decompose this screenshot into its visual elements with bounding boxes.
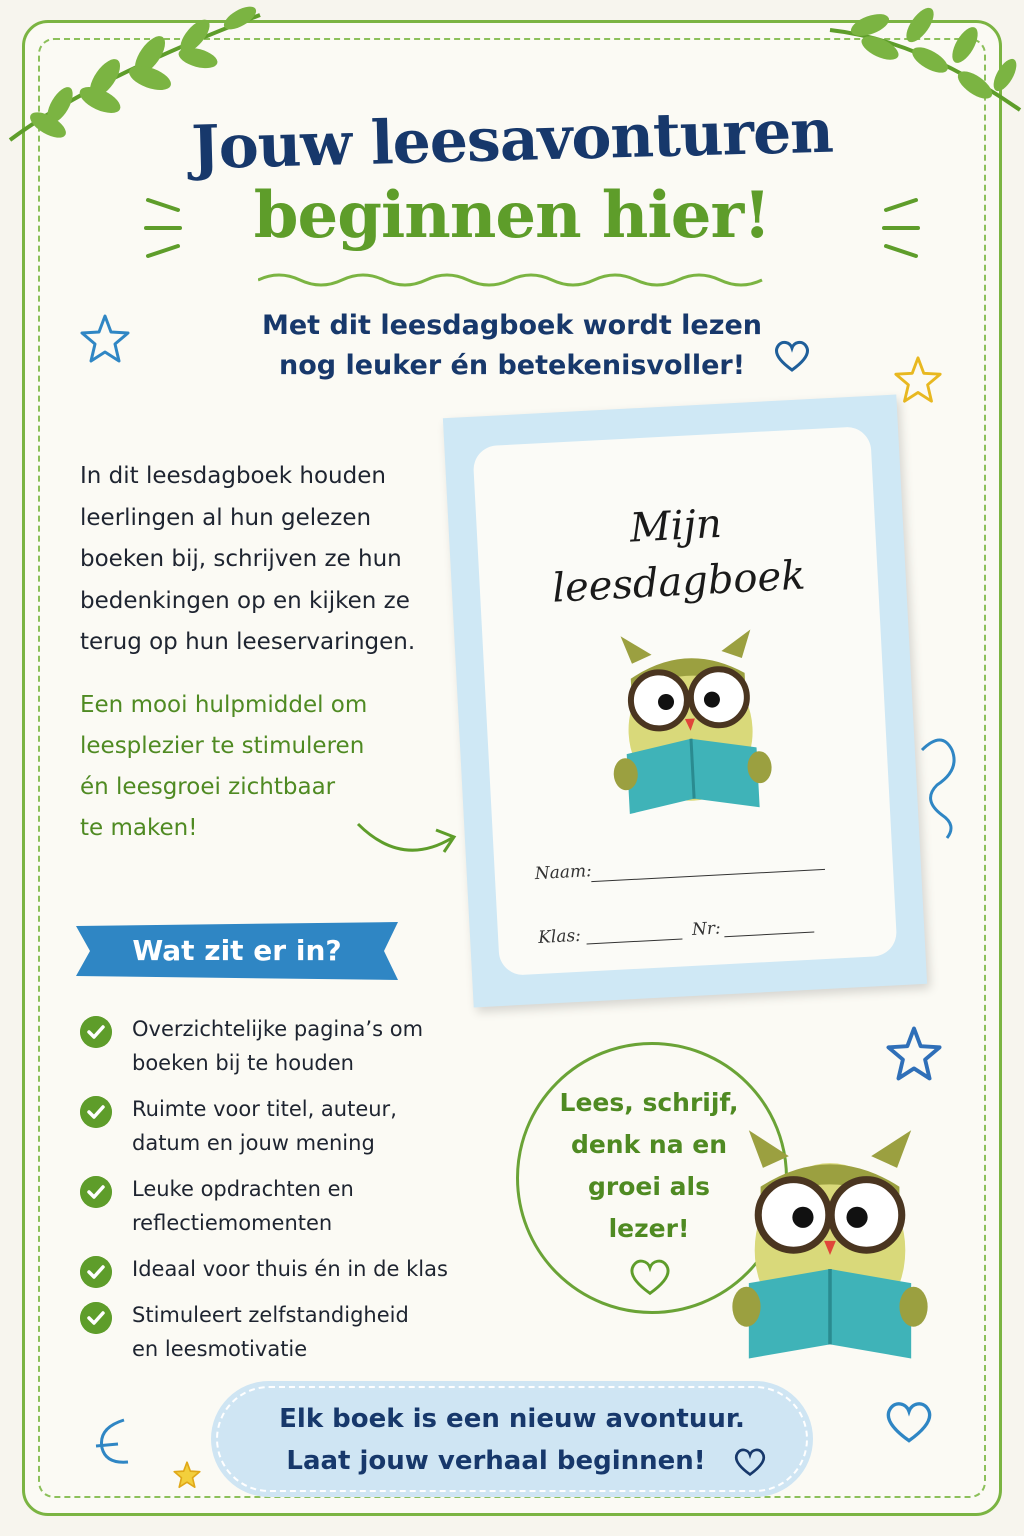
intro-line: In dit leesdagboek houden: [80, 463, 386, 489]
list-item: [80, 1012, 500, 1080]
check-icon: [80, 1256, 112, 1288]
swirl-icon: [912, 730, 972, 840]
book-cover-title: [476, 488, 879, 621]
speech-bubble-text: [540, 1082, 758, 1250]
book-cover-page: [472, 426, 897, 976]
intro-highlight-line: Een mooi hulpmiddel om: [80, 692, 368, 718]
list-item-text: [132, 1298, 500, 1366]
book-title-line: leesdagboek: [551, 552, 807, 612]
sparkle-lines-left-icon: [140, 188, 190, 268]
bubble-line: lezer!: [608, 1214, 690, 1243]
list-item-line: Leuke opdrachten en: [132, 1177, 354, 1201]
intro-highlight-line: én leesgroei zichtbaar: [80, 774, 336, 800]
check-icon: [80, 1176, 112, 1208]
list-item-line: Stimuleert zelfstandigheid: [132, 1303, 409, 1327]
list-item: [80, 1172, 500, 1240]
name-label: Naam:: [534, 861, 593, 885]
check-icon: [80, 1016, 112, 1048]
intro-highlight-line: leesplezier te stimuleren: [80, 733, 365, 759]
footer-banner: [216, 1386, 808, 1492]
heart-icon: [626, 1256, 674, 1298]
subtitle-line: nog leuker én betekenisvoller!: [278, 350, 746, 381]
footer-line: Elk boek is een nieuw avontuur.: [279, 1404, 745, 1434]
star-icon: [78, 312, 132, 366]
bubble-line: denk na en: [570, 1130, 728, 1159]
star-icon: [172, 1460, 202, 1490]
list-item-line: Overzichtelijke pagina’s om: [132, 1017, 424, 1041]
curved-arrow-icon: [352, 808, 462, 868]
list-item-line: Ideaal voor thuis én in de klas: [132, 1257, 448, 1281]
book-cover: [443, 395, 927, 1008]
intro-line: leerlingen al hun gelezen: [80, 504, 372, 531]
heart-icon: [772, 338, 812, 374]
intro-line: terug op hun leeservaringen.: [80, 629, 416, 655]
contents-list: [80, 1012, 500, 1378]
list-item-line: datum en jouw mening: [132, 1131, 375, 1155]
owl-icon: [600, 616, 780, 825]
intro-line: boeken bij, schrijven ze hun: [80, 546, 402, 572]
list-item-line: boeken bij te houden: [132, 1051, 354, 1075]
number-label: Nr:: [691, 918, 722, 940]
section-heading: Wat zit er in?: [132, 934, 342, 967]
owl-icon: [730, 1118, 930, 1366]
check-icon: [80, 1096, 112, 1128]
list-item-text: [132, 1172, 500, 1240]
list-item-line: en leesmotivatie: [132, 1337, 308, 1361]
page-title-highlight: beginnen hier!: [253, 178, 771, 253]
list-item: [80, 1298, 500, 1366]
book-title-line: Mijn: [628, 500, 723, 552]
check-icon: [80, 1302, 112, 1334]
subtitle-line: Met dit leesdagboek wordt lezen: [261, 310, 762, 341]
bubble-line: Lees, schrijf,: [559, 1088, 739, 1117]
swirl-icon: [88, 1414, 138, 1478]
number-line: [724, 932, 814, 938]
intro-paragraph: [80, 456, 480, 664]
list-item-line: Ruimte voor titel, auteur,: [132, 1097, 397, 1121]
list-item: [80, 1252, 500, 1286]
intro-line: bedenkingen op en kijken ze: [80, 587, 410, 614]
star-icon: [884, 1024, 944, 1084]
list-item-text: [132, 1012, 500, 1080]
sparkle-lines-right-icon: [874, 188, 924, 268]
name-line: [591, 869, 825, 882]
bubble-line: groei als: [588, 1172, 710, 1201]
list-item-text: [132, 1092, 500, 1160]
heart-icon: [882, 1398, 936, 1446]
list-item: [80, 1092, 500, 1160]
list-item-line: reflectiemomenten: [132, 1211, 333, 1235]
list-item-text: [132, 1252, 500, 1286]
wavy-line-icon: [258, 270, 768, 290]
class-line: [587, 938, 683, 944]
heart-icon: [732, 1446, 768, 1478]
class-label: Klas:: [537, 925, 582, 948]
subtitle: [180, 306, 844, 386]
footer-line: Laat jouw verhaal beginnen!: [286, 1446, 706, 1476]
star-icon: [892, 354, 944, 406]
intro-highlight-line: te maken!: [80, 815, 198, 841]
page-title: Jouw leesavonturen: [190, 96, 834, 184]
